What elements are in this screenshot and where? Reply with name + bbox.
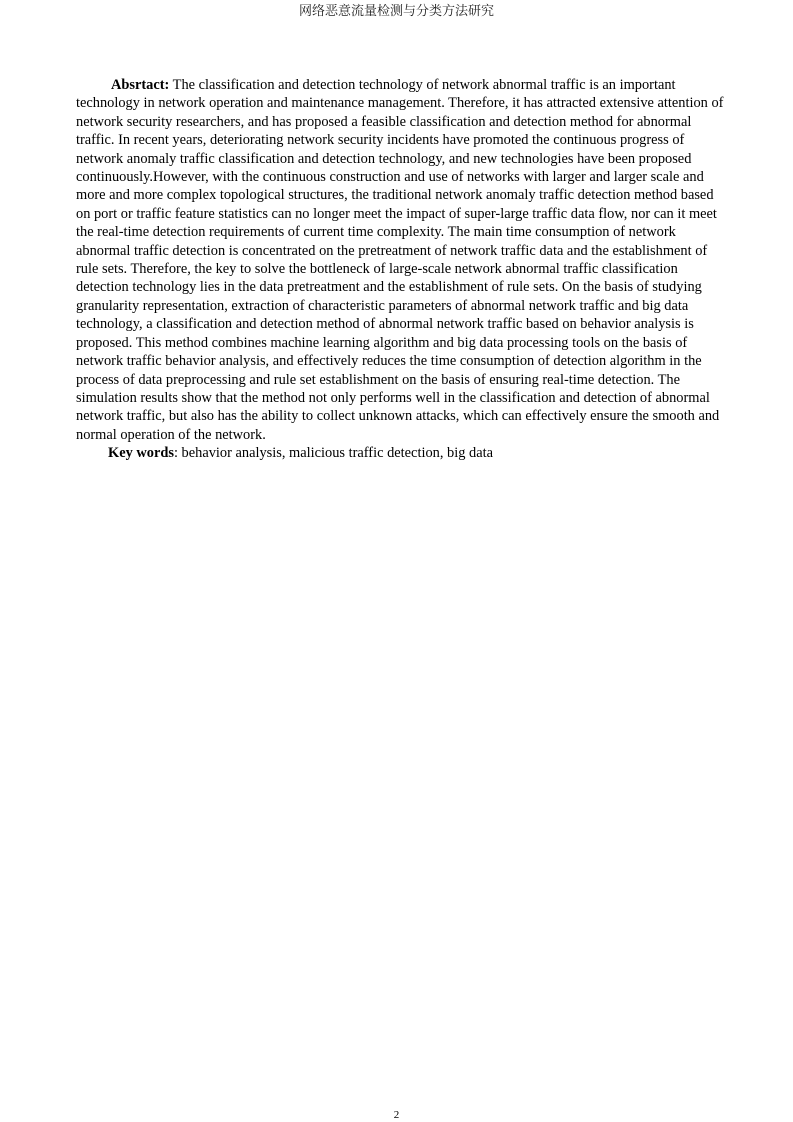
abstract-section xyxy=(76,76,726,463)
keywords-label: Key words xyxy=(108,445,174,462)
keywords-paragraph xyxy=(76,444,726,462)
abstract-text: The classification and detection technology of network abnormal traffic is an important technology in network operation and maintenance management. Therefore, it has attracted extensive attention of network security researchers, and has proposed a feasible classification and detection method for abnormal traffic. In recent years, deteriorating network security incidents have promoted the continuous progress of network anomaly traffic classification and detection technology, and new technologies have been proposed continuously.However, with the continuous construction and use of networks with larger and larger scale and more and more complex topological structures, the traditional network anomaly traffic detection method based on port or traffic feature statistics can no longer meet the impact of super-large traffic data flow, nor can it meet the real-time detection requirements of current time complexity. The main time consumption of network abnormal traffic detection is concentrated on the pretreatment of network traffic data and the establishment of rule sets. Therefore, the key to solve the bottleneck of large-scale network abnormal traffic classification detection technology lies in the data pretreatment and the establishment of rule sets. On the basis of studying granularity representation, extraction of characteristic parameters of abnormal network traffic and big data technology, a classification and detection method of abnormal network traffic based on behavior analysis is proposed. This method combines machine learning algorithm and big data processing tools on the basis of network traffic behavior analysis, and effectively reduces the time consumption of detection algorithm in the process of data preprocessing and rule set establishment on the basis of ensuring real-time detection. The simulation results show that the method not only performs well in the classification and detection of abnormal network traffic, but also has the ability to collect unknown attacks, which can effectively ensure the smooth and normal operation of the network. xyxy=(76,77,724,443)
abstract-paragraph xyxy=(76,76,726,444)
running-header: 网络恶意流量检测与分类方法研究 xyxy=(298,4,494,19)
page-number: 2 xyxy=(393,1109,400,1121)
keywords-text: : behavior analysis, malicious traffic detection, big data xyxy=(173,445,493,462)
abstract-label: Absrtact: xyxy=(111,77,170,93)
